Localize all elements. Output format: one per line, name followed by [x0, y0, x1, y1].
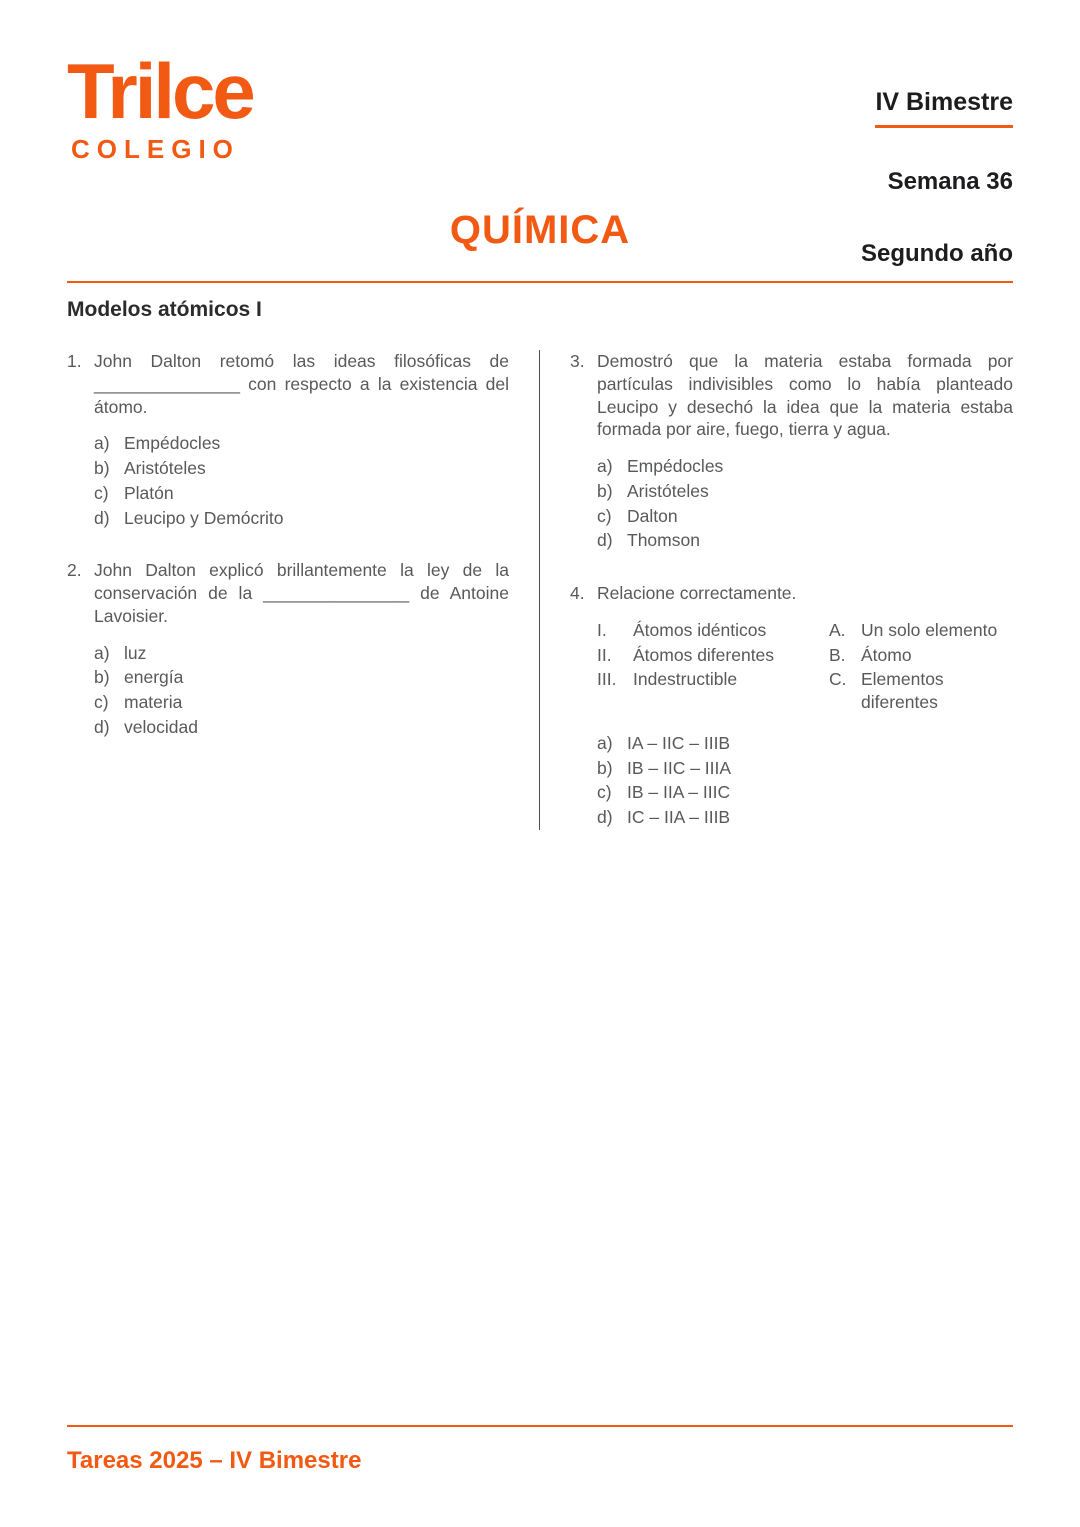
match-right-text: Elementos diferentes [861, 669, 944, 712]
option-b [94, 666, 509, 689]
header-meta [861, 88, 1013, 268]
question-statement [570, 582, 1013, 605]
match-right-text: Un solo elemento [861, 619, 998, 640]
option-d [94, 716, 509, 739]
option-c [597, 781, 1013, 804]
question-text: Demostró que la materia estaba formada por partículas indivisibles como lo había planteado Leucipo y desechó la idea que la materia estaba formada por aire, fuego, tierra y agua. [597, 351, 1013, 440]
option-letter: b) [597, 480, 613, 501]
option-letter: c) [597, 782, 612, 803]
option-text: Thomson [627, 530, 700, 551]
option-d [597, 806, 1013, 829]
matching-row-3 [597, 668, 1013, 714]
option-letter: b) [597, 757, 613, 778]
option-letter: c) [597, 505, 612, 526]
option-d [597, 529, 1013, 552]
option-c [597, 505, 1013, 528]
option-letter: a) [597, 732, 613, 753]
match-left-text: Átomos idénticos [633, 619, 767, 640]
school-logo [67, 47, 253, 165]
option-letter: a) [94, 642, 110, 663]
option-c [94, 691, 509, 714]
left-column [67, 350, 539, 859]
match-numeral: III. [597, 669, 617, 690]
question-statement [67, 350, 509, 418]
option-text: IC – IIA – IIIB [627, 807, 731, 827]
header-divider-rule [67, 281, 1013, 283]
bimester-label: IV Bimestre [875, 88, 1013, 128]
match-numeral: II. [597, 644, 612, 665]
logo-subtitle: COLEGIO [71, 134, 240, 164]
header [67, 0, 1013, 283]
option-text: Platón [124, 482, 174, 503]
option-letter: a) [597, 456, 613, 476]
option-b [597, 757, 1013, 780]
question-number: 2. [67, 560, 82, 581]
option-letter: c) [94, 482, 109, 503]
option-text: IA – IIC – IIIB [627, 732, 731, 753]
option-a [597, 455, 1013, 478]
option-d [94, 507, 509, 530]
option-text: Empédocles [124, 433, 221, 454]
option-text: IB – IIA – IIIC [627, 782, 731, 803]
option-b [597, 480, 1013, 503]
option-text: materia [124, 692, 183, 712]
option-c [94, 482, 509, 505]
question-statement [570, 350, 1013, 441]
match-letter: A. [829, 619, 846, 640]
question-3 [570, 350, 1013, 552]
option-text: velocidad [124, 716, 198, 737]
week-label: Semana 36 [887, 168, 1013, 195]
question-4 [570, 582, 1013, 829]
footer [67, 1425, 1013, 1475]
match-letter: C. [829, 669, 847, 690]
option-letter: d) [597, 807, 613, 827]
option-text: Dalton [627, 505, 678, 526]
options-list [597, 455, 1013, 552]
option-letter: a) [94, 433, 110, 454]
question-text: John Dalton explicó brillantemente la ley de la conservación de la _______________ de Antoine Lavoisier. [94, 560, 509, 626]
option-letter: b) [94, 458, 110, 478]
question-1 [67, 350, 509, 529]
matching-row-1 [597, 619, 1013, 642]
matching-row-2 [597, 644, 1013, 667]
option-text: Leucipo y Demócrito [124, 507, 284, 528]
match-right-text: Átomo [861, 644, 912, 665]
logo-wordmark: Trilce [67, 47, 253, 135]
option-b [94, 457, 509, 480]
match-left-text: Átomos diferentes [633, 644, 775, 665]
question-number: 4. [570, 583, 585, 603]
option-text: Aristóteles [124, 458, 206, 478]
options-list [597, 732, 1013, 829]
question-statement [67, 559, 509, 627]
question-text: John Dalton retomó las ideas filosóficas de _______________ con respecto a la existencia del átomo. [94, 351, 509, 417]
option-text: Aristóteles [627, 480, 709, 501]
options-list [94, 642, 509, 739]
question-number: 3. [570, 351, 585, 371]
option-text: luz [124, 642, 147, 663]
questions-columns [67, 350, 1013, 859]
option-a [94, 432, 509, 455]
option-text: energía [124, 667, 184, 688]
option-a [94, 642, 509, 665]
section-title: Modelos atómicos I [67, 298, 262, 321]
right-column [540, 350, 1013, 859]
option-letter: d) [597, 530, 613, 551]
options-list [94, 432, 509, 529]
grade-label: Segundo año [861, 240, 1013, 267]
match-left-text: Indestructible [633, 669, 738, 690]
subject-title: QUÍMICA [449, 208, 631, 252]
option-letter: d) [94, 507, 110, 528]
match-numeral: I. [597, 619, 607, 640]
option-letter: d) [94, 716, 110, 737]
option-letter: b) [94, 667, 110, 688]
match-letter: B. [829, 644, 846, 665]
footer-label: Tareas 2025 – IV Bimestre [67, 1447, 362, 1474]
option-text: Empédocles [627, 456, 724, 476]
matching-table [597, 619, 1013, 714]
option-a [597, 732, 1013, 755]
question-2 [67, 559, 509, 738]
option-letter: c) [94, 692, 109, 712]
footer-divider-rule [67, 1425, 1013, 1427]
question-text: Relacione correctamente. [597, 583, 797, 603]
option-text: IB – IIC – IIIA [627, 757, 732, 778]
question-number: 1. [67, 351, 82, 371]
